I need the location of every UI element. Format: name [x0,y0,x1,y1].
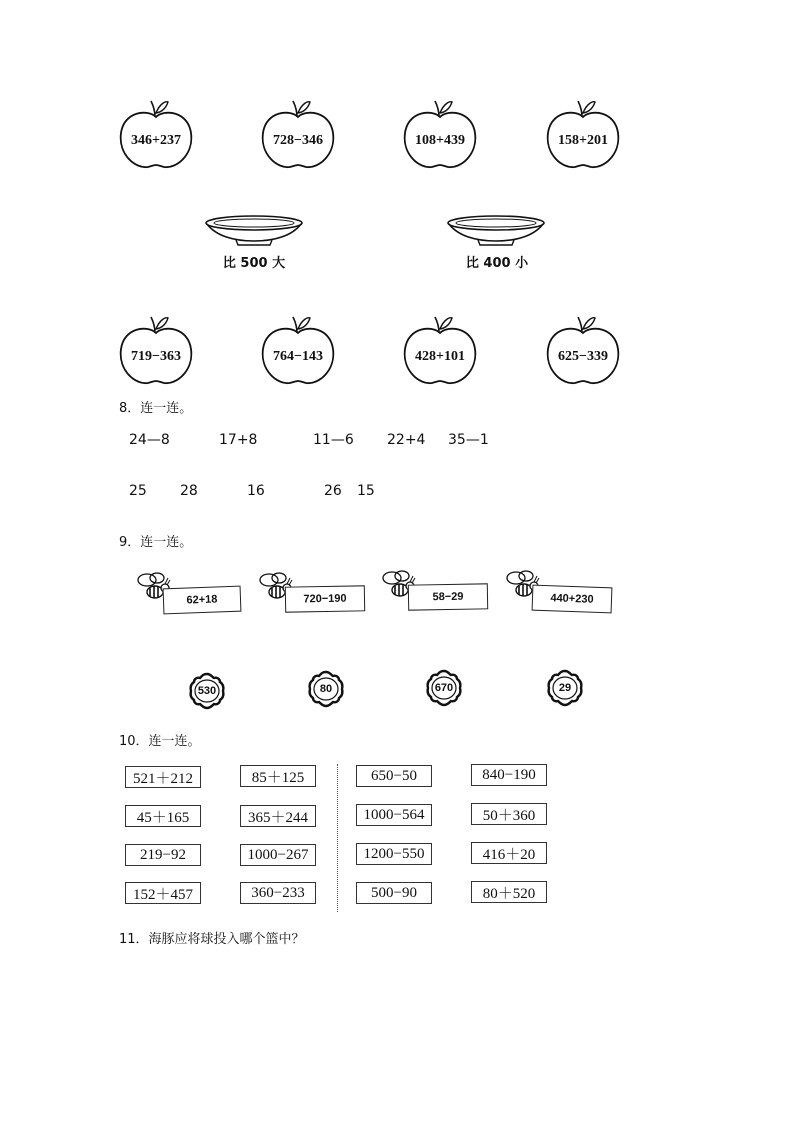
expression-box: 1000−267 [240,844,316,866]
expression-box: 840−190 [471,764,547,786]
apple [118,315,194,393]
q8-expression: 35—1 [448,432,489,448]
q8-answer: 25 [129,483,147,499]
dotted-divider [337,764,338,912]
apple-expression: 719−363 [131,349,181,364]
apple [260,99,336,177]
expression-box: 152＋457 [125,882,201,904]
expression-box: 1000−564 [356,804,432,826]
expression-box: 416＋20 [471,842,547,864]
apple-expression: 428+101 [415,349,465,364]
expression-card: 440+230 [532,585,613,614]
flower-number: 670 [434,682,454,694]
flower [546,669,584,707]
apple-expression: 108+439 [415,133,465,148]
q8-expression: 17+8 [219,432,258,448]
apple [545,315,621,393]
q8-expression: 24—8 [129,432,170,448]
apple [402,315,478,393]
flower-number: 80 [319,683,333,695]
expression-box: 1200−550 [356,843,432,865]
q8-expression: 22+4 [387,432,426,448]
question-8-title: 8．连一连。 [119,401,193,416]
expression-box: 521＋212 [125,766,201,788]
expression-box: 365＋244 [240,805,316,827]
apple [402,99,478,177]
expression-box: 80＋520 [471,881,547,903]
expression-box: 360−233 [240,882,316,904]
apple-expression: 764−143 [273,349,323,364]
apple-expression: 625−339 [558,349,608,364]
plate-icon [446,214,546,248]
question-11-title: 11．海豚应将球投入哪个篮中？ [119,932,305,947]
flower-number: 530 [197,685,217,697]
flower [188,672,226,710]
expression-box: 45＋165 [125,805,201,827]
flower [307,670,345,708]
expression-box: 219−92 [125,844,201,866]
expression-box: 85＋125 [240,765,316,787]
q8-answer: 26 [324,483,342,499]
apple-expression: 728−346 [273,133,323,148]
flower-number: 29 [558,682,572,694]
question-9-title: 9．连一连。 [119,535,193,550]
expression-card: 720−190 [285,585,365,612]
expression-card: 58−29 [408,583,488,610]
apple-expression: 346+237 [131,133,181,148]
flower [425,669,463,707]
expression-box: 650−50 [356,765,432,787]
expression-card: 62+18 [163,586,242,615]
question-10-title: 10．连一连。 [119,734,201,749]
plate-label: 比 400 小 [465,256,529,271]
apple-expression: 158+201 [558,133,608,148]
q8-answer: 28 [180,483,198,499]
apple [545,99,621,177]
q8-answer: 15 [357,483,375,499]
plate-label: 比 500 大 [222,256,286,271]
plate-icon [204,214,304,248]
expression-box: 50＋360 [471,803,547,825]
expression-box: 500−90 [356,882,432,904]
q8-expression: 11—6 [313,432,354,448]
apple [118,99,194,177]
q8-answer: 16 [247,483,265,499]
apple [260,315,336,393]
